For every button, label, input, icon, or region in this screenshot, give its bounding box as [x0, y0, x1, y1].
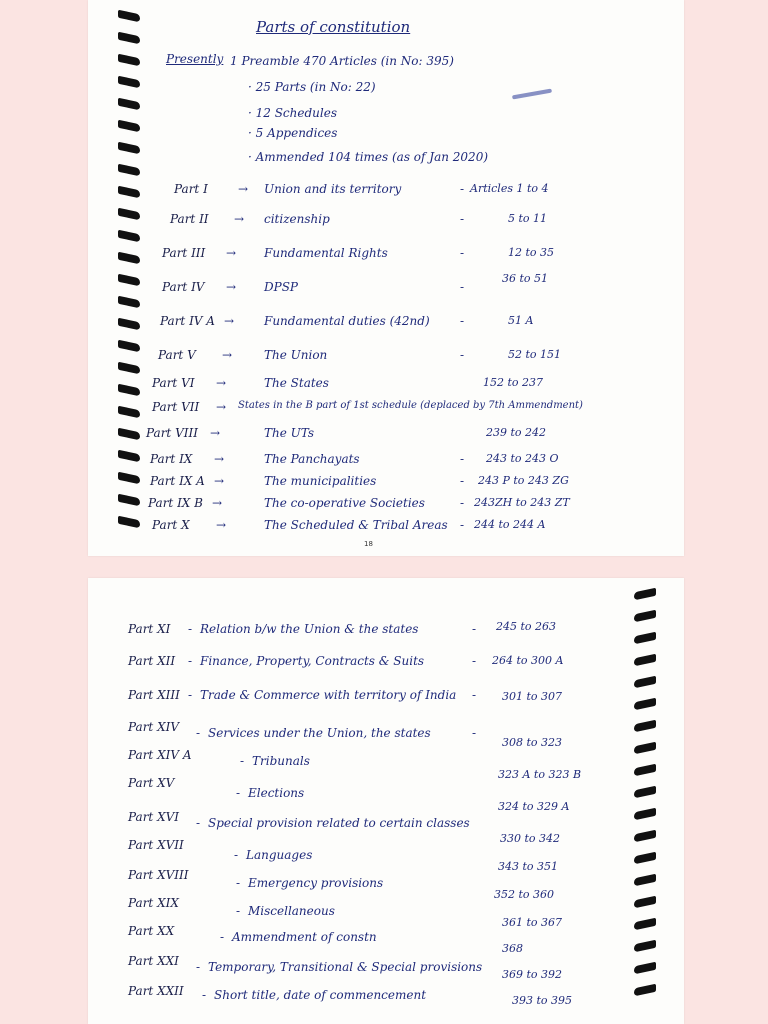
spiral-binding-left	[116, 6, 146, 534]
article-range: 301 to 307	[502, 690, 563, 703]
part-subject: Languages	[246, 848, 313, 862]
arrow-icon: →	[226, 246, 237, 260]
binding-hook	[628, 980, 658, 1002]
part-subject: Miscellaneous	[248, 904, 335, 918]
binding-hook	[116, 72, 146, 94]
binding-hook	[628, 694, 658, 716]
part-subject: States in the B part of 1st schedule (deplaced by 7th Ammendment)	[238, 400, 583, 411]
part-subject: The Union	[264, 348, 328, 362]
part-label: Part IX A	[150, 474, 205, 488]
article-range: 243 P to 243 ZG	[478, 474, 569, 487]
row-dash: -	[188, 688, 193, 702]
binding-hook	[628, 672, 658, 694]
row-dash: -	[236, 876, 241, 890]
row-dash: -	[240, 754, 245, 768]
binding-hook	[116, 512, 146, 534]
part-subject: Temporary, Transitional & Special provisions	[208, 960, 483, 974]
part-subject: Fundamental Rights	[264, 246, 388, 260]
binding-hook	[628, 848, 658, 870]
row-dash: -	[236, 904, 241, 918]
part-label: Part XIX	[128, 896, 179, 910]
article-range: 323 A to 323 B	[498, 768, 582, 781]
note-line: · 25 Parts (in No: 22)	[248, 80, 376, 94]
binding-hook	[116, 358, 146, 380]
binding-hook	[116, 292, 146, 314]
part-subject: Emergency provisions	[248, 876, 384, 890]
part-subject: Tribunals	[252, 754, 310, 768]
article-range: 245 to 263	[496, 620, 557, 633]
part-label: Part IX B	[148, 496, 203, 510]
binding-hook	[628, 914, 658, 936]
row-dash: -	[460, 348, 465, 362]
row-dash: -	[236, 786, 241, 800]
part-label: Part VII	[152, 400, 200, 414]
binding-hook	[628, 892, 658, 914]
part-label: Part IX	[150, 452, 193, 466]
row-dash: -	[460, 182, 465, 196]
binding-hook	[116, 402, 146, 424]
article-range: 243 to 243 O	[486, 452, 559, 465]
binding-hook	[116, 28, 146, 50]
binding-hook	[116, 138, 146, 160]
part-label: Part IV A	[160, 314, 215, 328]
part-label: Part XIV A	[128, 748, 192, 762]
part-label: Part V	[158, 348, 196, 362]
part-subject: DPSP	[264, 280, 298, 294]
binding-hook	[116, 446, 146, 468]
part-label: Part XX	[128, 924, 175, 938]
article-range: 51 A	[508, 314, 534, 327]
row-dash: -	[472, 654, 477, 668]
part-subject: citizenship	[264, 212, 330, 226]
part-subject: Trade & Commerce with territory of India	[200, 688, 457, 702]
row-dash: -	[188, 654, 193, 668]
binding-hook	[116, 270, 146, 292]
page-number: 18	[364, 540, 373, 548]
part-subject: The Panchayats	[264, 452, 360, 466]
binding-hook	[628, 606, 658, 628]
part-subject: The co-operative Societies	[264, 496, 425, 510]
row-dash: -	[196, 726, 201, 740]
binding-hook	[116, 116, 146, 138]
part-label: Part X	[152, 518, 190, 532]
binding-hook	[116, 248, 146, 270]
arrow-icon: →	[234, 212, 245, 226]
part-label: Part XI	[128, 622, 171, 636]
article-range: 330 to 342	[500, 832, 561, 845]
part-subject: The UTs	[264, 426, 315, 440]
row-dash: -	[460, 496, 465, 510]
part-subject: The Scheduled & Tribal Areas	[264, 518, 448, 532]
part-label: Part XXI	[128, 954, 179, 968]
binding-hook	[628, 628, 658, 650]
part-subject: The States	[264, 376, 329, 390]
page-title: Parts of constitution	[256, 18, 411, 36]
part-label: Part XIV	[128, 720, 180, 734]
article-range: 361 to 367	[502, 916, 563, 929]
arrow-icon: →	[224, 314, 235, 328]
row-dash: -	[460, 452, 465, 466]
part-label: Part XV	[128, 776, 175, 790]
part-subject: Elections	[248, 786, 305, 800]
binding-hook	[628, 584, 658, 606]
binding-hook	[116, 50, 146, 72]
article-range: 343 to 351	[498, 860, 559, 873]
binding-hook	[116, 6, 146, 28]
part-subject: Services under the Union, the states	[208, 726, 431, 740]
arrow-icon: →	[226, 280, 237, 294]
part-label: Part I	[174, 182, 208, 196]
arrow-icon: →	[214, 452, 225, 466]
row-dash: -	[234, 848, 239, 862]
part-label: Part XIII	[128, 688, 180, 702]
part-subject: Short title, date of commencement	[214, 988, 427, 1002]
binding-hook	[628, 716, 658, 738]
row-dash: -	[460, 246, 465, 260]
binding-hook	[116, 380, 146, 402]
article-range: 12 to 35	[508, 246, 555, 259]
binding-hook	[628, 936, 658, 958]
arrow-icon: →	[210, 426, 221, 440]
binding-hook	[116, 226, 146, 248]
article-range: 352 to 360	[494, 888, 555, 901]
pen-mark	[512, 89, 552, 100]
article-range: 368	[502, 942, 523, 955]
article-range: 324 to 329 A	[498, 800, 570, 813]
part-label: Part XVII	[128, 838, 184, 852]
presently-label: Presently	[166, 52, 224, 66]
part-label: Part XII	[128, 654, 176, 668]
row-dash: -	[460, 518, 465, 532]
row-dash: -	[460, 474, 465, 488]
row-dash: -	[202, 988, 207, 1002]
note-line: · 5 Appendices	[248, 126, 338, 140]
row-dash: -	[460, 212, 465, 226]
part-label: Part XXII	[128, 984, 184, 998]
part-label: Part II	[170, 212, 209, 226]
row-dash: -	[220, 930, 225, 944]
article-range: 5 to 11	[508, 212, 548, 225]
part-subject: The municipalities	[264, 474, 377, 488]
notebook-page-1	[88, 0, 684, 556]
part-subject: Ammendment of constn	[232, 930, 377, 944]
row-dash: -	[460, 280, 465, 294]
binding-hook	[628, 782, 658, 804]
article-range: 393 to 395	[512, 994, 573, 1007]
part-label: Part III	[162, 246, 206, 260]
binding-hook	[116, 204, 146, 226]
binding-hook	[628, 804, 658, 826]
row-dash: -	[460, 314, 465, 328]
binding-hook	[116, 160, 146, 182]
binding-hook	[116, 336, 146, 358]
arrow-icon: →	[216, 400, 227, 414]
binding-hook	[116, 490, 146, 512]
note-line: 1 Preamble 470 Articles (in No: 395)	[230, 54, 454, 68]
article-range: Articles 1 to 4	[470, 182, 549, 195]
binding-hook	[628, 738, 658, 760]
article-range: 243ZH to 243 ZT	[474, 496, 570, 509]
row-dash: -	[188, 622, 193, 636]
arrow-icon: →	[214, 474, 225, 488]
article-range: 308 to 323	[502, 736, 563, 749]
binding-hook	[628, 870, 658, 892]
row-dash: -	[472, 688, 477, 702]
part-label: Part VIII	[146, 426, 198, 440]
binding-hook	[116, 314, 146, 336]
binding-hook	[628, 958, 658, 980]
part-label: Part XVI	[128, 810, 180, 824]
row-dash: -	[472, 622, 477, 636]
spiral-binding-right	[628, 584, 658, 1002]
article-range: 36 to 51	[502, 272, 549, 285]
arrow-icon: →	[216, 376, 227, 390]
binding-hook	[116, 424, 146, 446]
article-range: 52 to 151	[508, 348, 562, 361]
binding-hook	[628, 760, 658, 782]
binding-hook	[628, 650, 658, 672]
binding-hook	[116, 94, 146, 116]
row-dash: -	[196, 960, 201, 974]
part-label: Part VI	[152, 376, 195, 390]
part-subject: Special provision related to certain classes	[208, 816, 470, 830]
arrow-icon: →	[212, 496, 223, 510]
part-subject: Fundamental duties (42nd)	[264, 314, 430, 328]
article-range: 239 to 242	[486, 426, 547, 439]
part-label: Part XVIII	[128, 868, 189, 882]
arrow-icon: →	[222, 348, 233, 362]
binding-hook	[116, 182, 146, 204]
article-range: 369 to 392	[502, 968, 563, 981]
part-label: Part IV	[162, 280, 205, 294]
article-range: 264 to 300 A	[492, 654, 564, 667]
part-subject: Relation b/w the Union & the states	[200, 622, 419, 636]
part-subject: Finance, Property, Contracts & Suits	[200, 654, 425, 668]
arrow-icon: →	[216, 518, 227, 532]
arrow-icon: →	[238, 182, 249, 196]
binding-hook	[116, 468, 146, 490]
binding-hook	[628, 826, 658, 848]
row-dash: -	[472, 726, 477, 740]
row-dash: -	[196, 816, 201, 830]
part-subject: Union and its territory	[264, 182, 402, 196]
article-range: 152 to 237	[483, 376, 544, 389]
note-line: · 12 Schedules	[248, 106, 337, 120]
note-line: · Ammended 104 times (as of Jan 2020)	[248, 150, 489, 164]
article-range: 244 to 244 A	[474, 518, 546, 531]
notebook-page-2	[88, 578, 684, 1024]
